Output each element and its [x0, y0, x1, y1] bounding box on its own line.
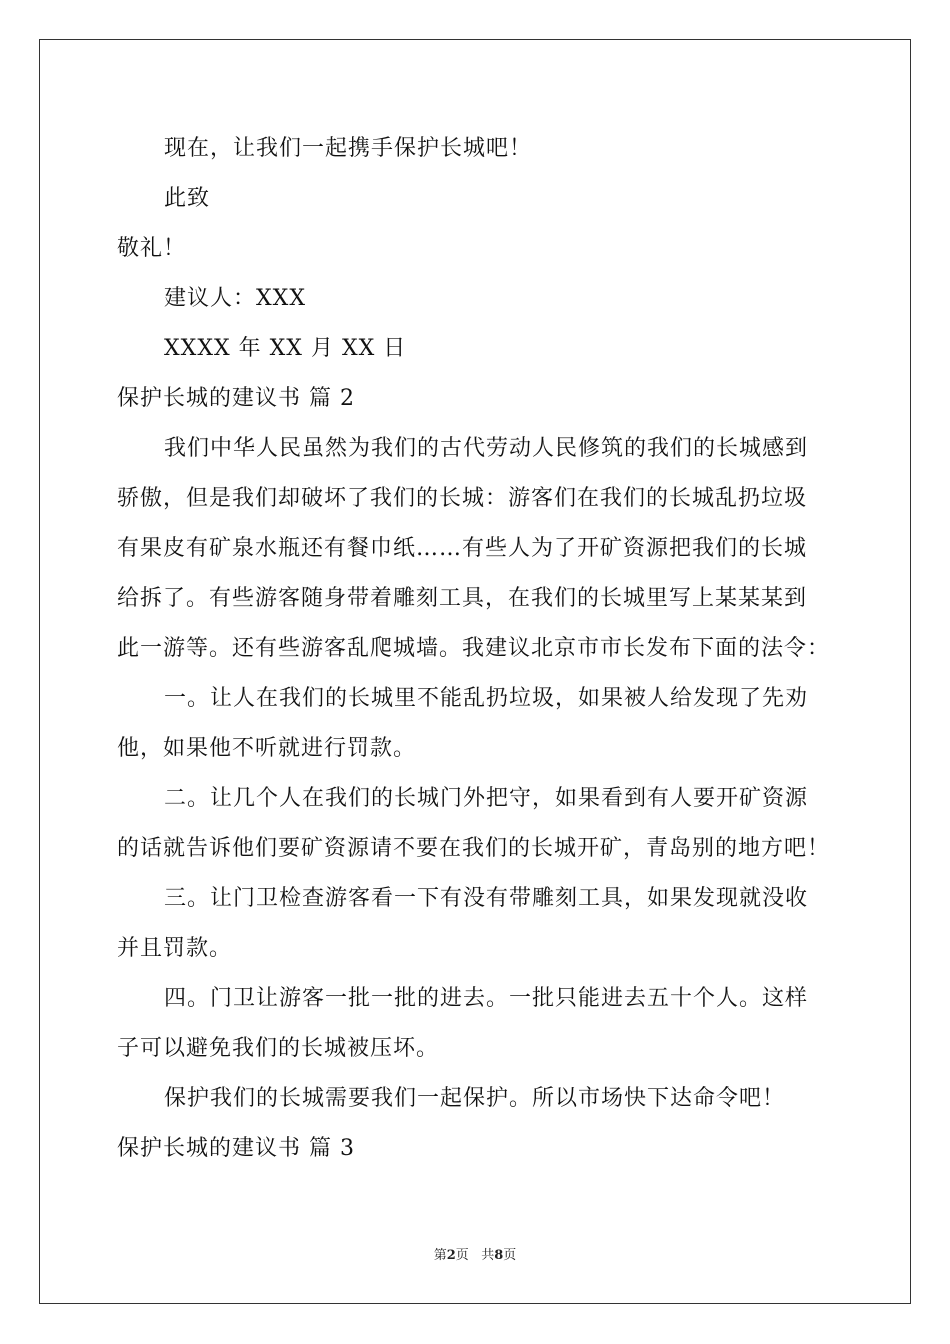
paragraph-line: 并且罚款。 [117, 936, 233, 961]
page-total: 8 [494, 1248, 504, 1263]
salutation-line-1: 此致 [164, 186, 211, 211]
signer-line: 建议人：XXX [164, 286, 306, 311]
paragraph-line: 子可以避免我们的长城被压坏。 [117, 1036, 440, 1061]
page-number-suffix: 页 [455, 1248, 469, 1263]
paragraph-line: 保护我们的长城需要我们一起保护。所以市场快下达命令吧！ [164, 1086, 786, 1111]
date-line: XXXX 年 XX 月 XX 日 [164, 336, 407, 361]
page-border [39, 39, 911, 1304]
paragraph-line: 骄傲，但是我们却破坏了我们的长城：游客们在我们的长城乱扔垃圾 [117, 486, 808, 511]
page-total-prefix: 共 [481, 1248, 495, 1263]
paragraph-line: 他，如果他不听就进行罚款。 [117, 736, 417, 761]
salutation-line-2: 敬礼！ [117, 236, 187, 261]
page-total-suffix: 页 [503, 1248, 517, 1263]
paragraph-line: 的话就告诉他们要矿资源请不要在我们的长城开矿，青岛别的地方吧！ [117, 836, 831, 861]
page-footer [0, 1247, 950, 1265]
paragraph-line: 四。门卫让游客一批一批的进去。一批只能进去五十个人。这样 [164, 986, 809, 1011]
paragraph-line: 三。让门卫检查游客看一下有没有带雕刻工具，如果发现就没收 [164, 886, 809, 911]
page-number-current: 2 [446, 1248, 456, 1263]
section-2-heading: 保护长城的建议书 篇 2 [117, 386, 355, 411]
section-3-heading: 保护长城的建议书 篇 3 [117, 1136, 355, 1161]
paragraph-line: 给拆了。有些游客随身带着雕刻工具，在我们的长城里写上某某某到 [117, 586, 808, 611]
paragraph-line: 有果皮有矿泉水瓶还有餐巾纸……有些人为了开矿资源把我们的长城 [117, 536, 808, 561]
paragraph-line: 此一游等。还有些游客乱爬城墙。我建议北京市市长发布下面的法令： [117, 636, 831, 661]
page-number-prefix: 第 [433, 1248, 447, 1263]
closing-call-to-action: 现在，让我们一起携手保护长城吧！ [164, 136, 533, 161]
paragraph-line: 一。让人在我们的长城里不能乱扔垃圾，如果被人给发现了先劝 [164, 686, 809, 711]
paragraph-line: 二。让几个人在我们的长城门外把守，如果看到有人要开矿资源 [164, 786, 809, 811]
paragraph-line: 我们中华人民虽然为我们的古代劳动人民修筑的我们的长城感到 [164, 436, 809, 461]
